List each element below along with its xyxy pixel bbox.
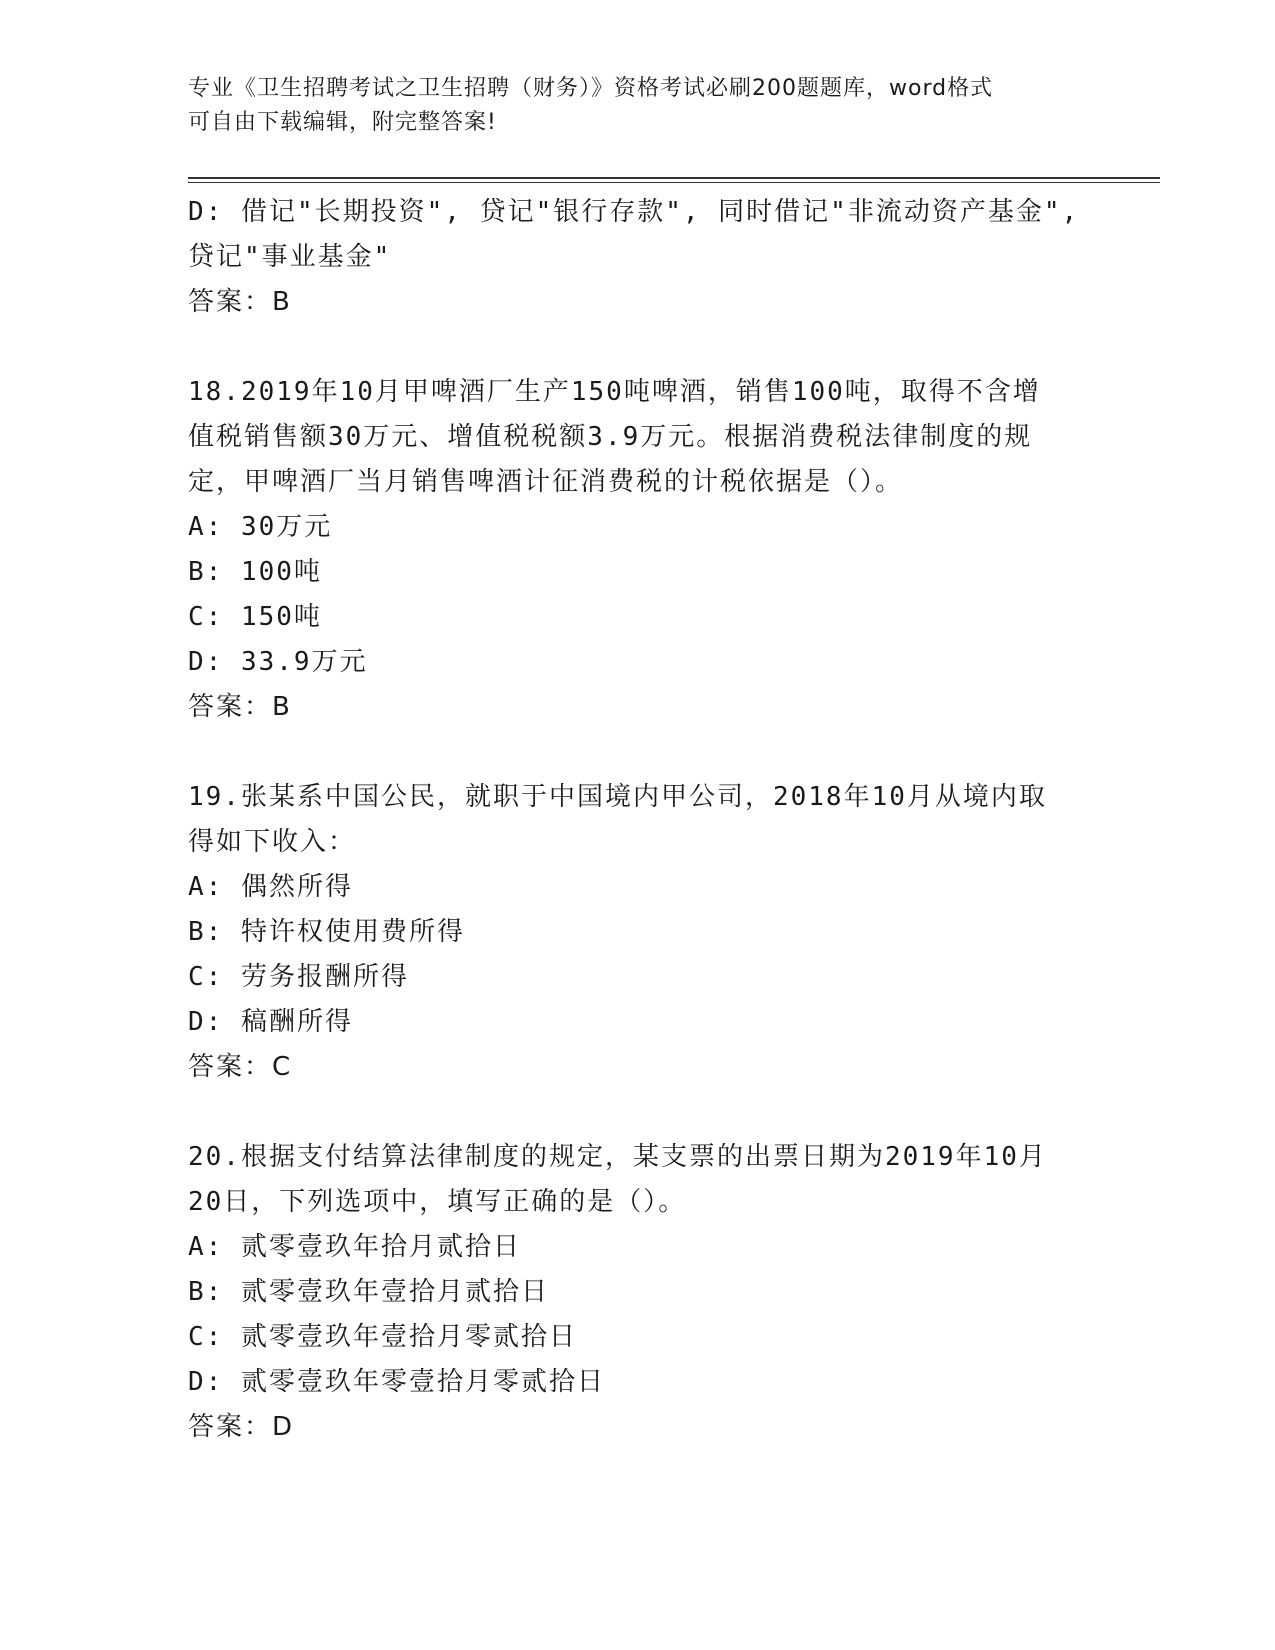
option-c: C: 贰零壹玖年壹拾月零贰拾日 (188, 1322, 577, 1352)
spacer (188, 730, 1088, 775)
option-d: D: 33.9万元 (188, 647, 368, 677)
option-b: B: 特许权使用费所得 (188, 917, 465, 947)
answer-label: 答案：B (188, 287, 292, 317)
question-stem-continued: 得如下收入： (188, 827, 357, 857)
header-line-1: 专业《卫生招聘考试之卫生招聘（财务）》资格考试必刷200题题库，word格式 (188, 76, 994, 101)
option-a: A: 贰零壹玖年拾月贰拾日 (188, 1232, 521, 1262)
option-c: C: 劳务报酬所得 (188, 962, 409, 992)
spacer (188, 325, 1088, 370)
question-stem-continued: 20日，下列选项中，填写正确的是（）。 (188, 1187, 687, 1217)
option-d: D: 借记"长期投资", 贷记"银行存款", 同时借记"非流动资产基金", (188, 197, 1080, 227)
option-c: C: 150吨 (188, 602, 322, 632)
question-20 (188, 1135, 1088, 1450)
document-header (188, 72, 1088, 140)
option-a: A: 30万元 (188, 512, 333, 542)
question-stem-continued: 定，甲啤酒厂当月销售啤酒计征消费税的计税依据是（）。 (188, 467, 904, 497)
option-d: D: 稿酬所得 (188, 1007, 353, 1037)
question-stem-continued: 值税销售额30万元、增值税税额3.9万元。根据消费税法律制度的规 (188, 422, 1033, 452)
option-a: A: 偶然所得 (188, 872, 353, 902)
answer-label: 答案：C (188, 1052, 293, 1082)
spacer (188, 1090, 1088, 1135)
header-divider-thick (188, 177, 1160, 179)
question-list (188, 190, 1088, 1450)
header-divider-thin (188, 182, 1160, 183)
question-19 (188, 775, 1088, 1090)
question-17-tail (188, 190, 1088, 325)
answer-label: 答案：D (188, 1412, 295, 1442)
question-stem: 18.2019年10月甲啤酒厂生产150吨啤酒，销售100吨，取得不含增 (188, 377, 1041, 407)
option-b: B: 贰零壹玖年壹拾月贰拾日 (188, 1277, 549, 1307)
header-line-2: 可自由下载编辑，附完整答案! (188, 110, 497, 135)
option-b: B: 100吨 (188, 557, 322, 587)
question-stem: 20.根据支付结算法律制度的规定，某支票的出票日期为2019年10月 (188, 1142, 1047, 1172)
question-stem: 19.张某系中国公民，就职于中国境内甲公司，2018年10月从境内取 (188, 782, 1047, 812)
option-d: D: 贰零壹玖年零壹拾月零贰拾日 (188, 1367, 605, 1397)
question-18 (188, 370, 1088, 730)
option-d-continued: 贷记"事业基金" (188, 242, 392, 272)
answer-label: 答案：B (188, 692, 292, 722)
